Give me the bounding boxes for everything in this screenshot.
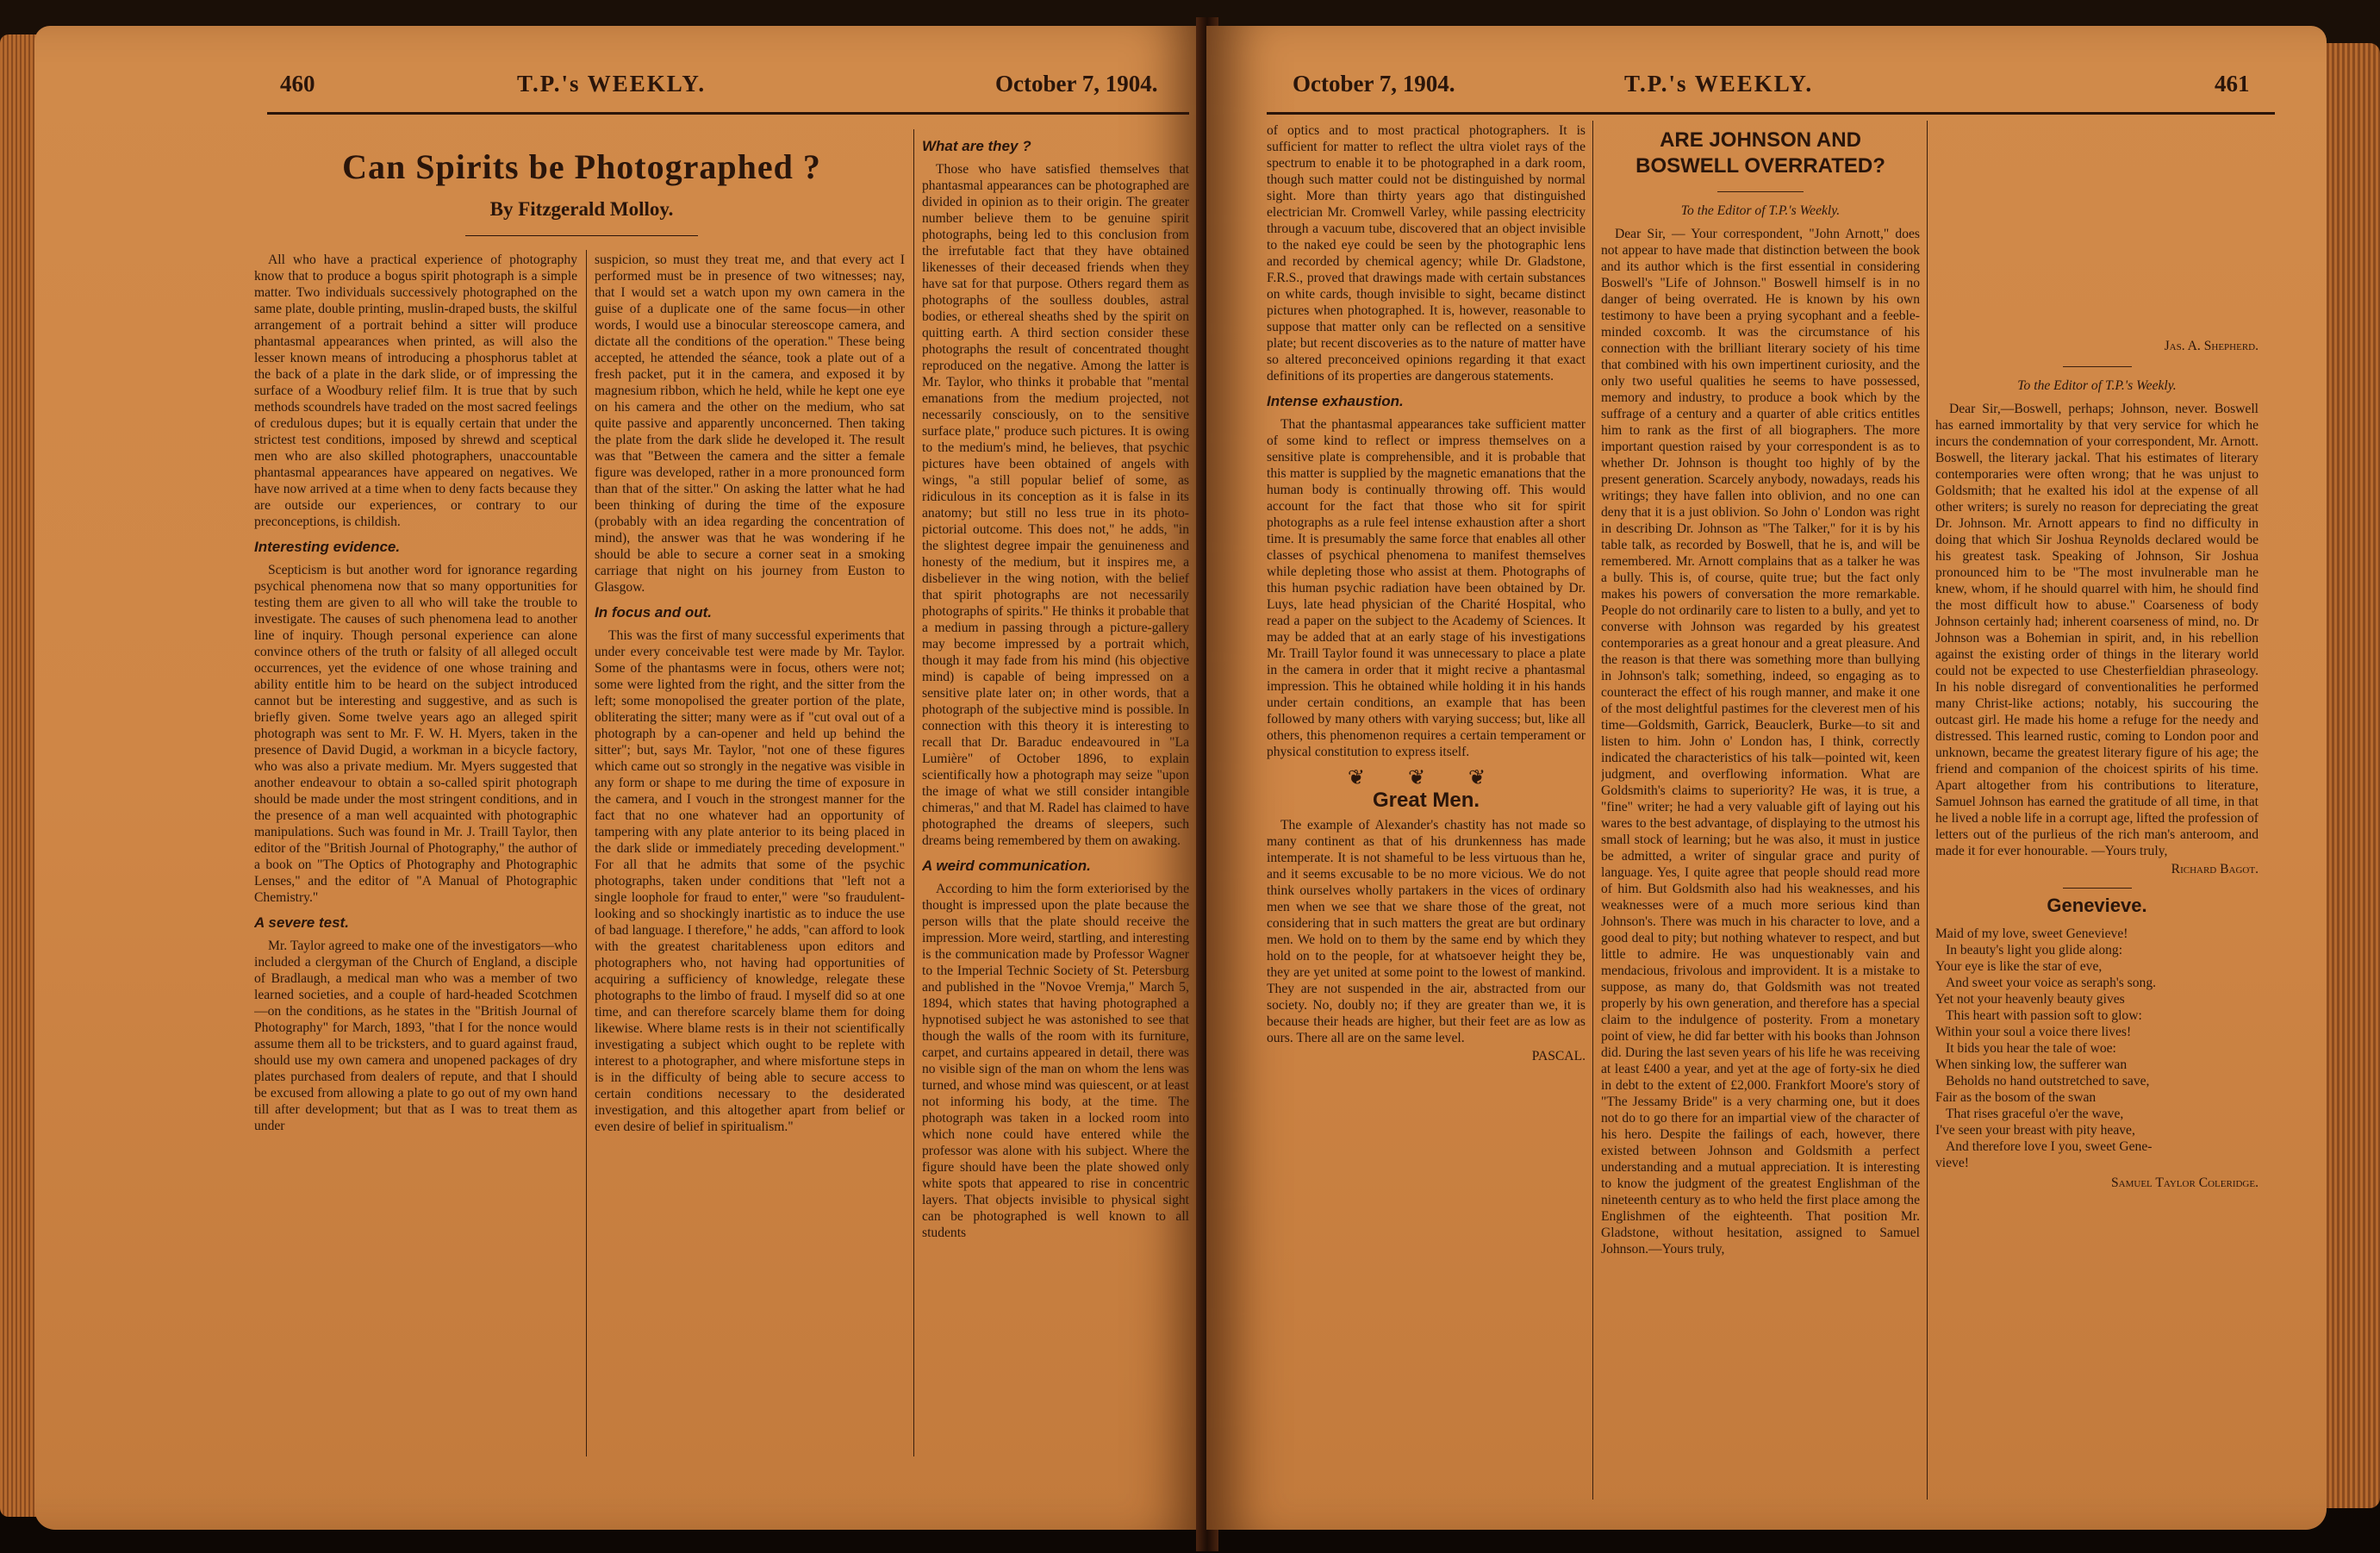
paragraph: According to him the form exteriorised by the thought is impressed upon the plate because the person wills that the plate should receive the impression. More weird, startling, and interesting is the communication made by Professor Wagner to the Imperial Technic Society of St. Petersburg and published in the "Novoe Vremja," March 5, 1894, which states that having photographed a hypnotised subject he was astonished to see that though the walls of the room with its furniture, carpet, and curtains appeared in detail, there was no visible sign of the man on whom the lens was turned, and whose mind was quiescent, or at least not informing his body, at the time. The photograph was taken in a locked room into which none could have entered while the professor was alone with his subject. Where the figure should have been the plate showed only white spots that appeared to rise in concentric layers. That objects invisible to physical sight can be photographed is well known to all students [922, 882, 1189, 1240]
issue-date: October 7, 1904. [1293, 71, 1455, 97]
article-column-1 [254, 252, 577, 1475]
poem-line: Fair as the bosom of the swan [1935, 1090, 2097, 1105]
page-number: 460 [280, 71, 315, 97]
section-heading: A severe test. [254, 914, 349, 931]
divider [2063, 888, 2132, 889]
column-rule [586, 250, 587, 1456]
header-rule [267, 112, 1189, 115]
title-rule [1717, 191, 1804, 192]
article-continuation-column [1267, 122, 1586, 1501]
letter-poem-column [1935, 122, 2259, 1501]
divider [2063, 366, 2132, 367]
poem-line: In beauty's light you glide along: [1946, 943, 2123, 957]
great-men-title: Great Men. [1372, 789, 1480, 812]
poem-stanza [1935, 926, 2259, 1171]
poem-line: Yet not your heavenly beauty gives [1935, 992, 2125, 1007]
article-byline: By Fitzgerald Molloy. [489, 198, 674, 220]
section-heading: Intense exhaustion. [1267, 393, 1404, 409]
issue-date: October 7, 1904. [995, 71, 1158, 97]
letter-address: To the Editor of T.P.'s Weekly. [2017, 378, 2177, 393]
paragraph: That the phantasmal appearances take sufficient matter of some kind to reflect or impress themselves on a sensitive plate is comprehensible, and it is probable that this matter is supplied by the magnetic emanations that the human body is continually throwing off. This would account for the fact that those who sit for spirit photographs as a rule feel intense exhaustion after a short time. It is presumably the same force that enables all other classes of psychical phenomena to manifest themselves while depleting those who assist at them. Photographs of this human psychic radiation have been obtained by Dr. Luys, late head physician of the Charité Hospital, who read a paper on the subject to the Academy of Sciences. It may be added that at an early stage of his investigations Mr. Traill Taylor found it was unnecessary to place a plate in the camera in order that it might recive a phantasmal impression. This he obtained while holding it in his hands under certain conditions, an example that has been followed by many others with varying success; but, like all others, this phenomenon requires a certain temperament or physical constitution to express itself. [1267, 417, 1586, 759]
section-heading: A weird communication. [922, 858, 1091, 874]
paragraph: Mr. Taylor agreed to make one of the investigators—who included a clergyman of the Church of England, a disciple of Bradlaugh, a medical man who was a member of two learned societies, and a couple of hard-headed Scotchmen —on the conditions, as he states in the "British Journal of Photography" for March, 1893, "that I for the nonce would assume them all to be tricksters, and to guard against fraud, should use my own camera and unopened packages of dry plates purchased from dealers of repute, and that I should be excused from allowing a plate to go out of my own hand till after development; but that as I was to treat them as under [254, 939, 577, 1133]
letter-address: To the Editor of T.P.'s Weekly. [1680, 203, 1841, 218]
poem-line: And sweet your voice as seraph's song. [1946, 976, 2157, 990]
section-heading: Interesting evidence. [254, 539, 401, 555]
article-title: Can Spirits be Photographed ? [342, 147, 821, 186]
column-rule [913, 129, 914, 1456]
title-rule [465, 235, 698, 236]
poem-line: I've seen your breast with pity heave, [1935, 1123, 2135, 1138]
poem-line: Within your soul a voice there lives! [1935, 1025, 2132, 1039]
paragraph: Dear Sir, — Your correspondent, "John Arnott," does not appear to have made that distinction between the book and its author which is the first essential in considering Boswell's "Life of Johnson." Boswell himself is in no danger of being overrated. He is known by his own testimony to have been a prying sycophant and a feeble-minded coxcomb. It was the circumstance of his connection with the brilliant literary society of his time that combined with his own impertinent curiosity, and the only two useful qualities he seems to have possessed, memory and industry, to produce a book which by the suffrage of a century and a quarter of able critics entitles him to rank as the first of all biographers. The more important question raised by your correspondent is as to whether Dr. Johnson is thought too highly of by the present generation. Scarcely anybody, nowadays, reads his writings; they have fallen into oblivion, and no one can deny that it is a just oblivion. So John o' London was right in describing Dr. Johnson as "The Talker," for it is by his table talk, as recorded by Boswell, that he is, and will be remembered. Mr. Arnott complains that as a talker he was a bully. This is, of course, quite true; but the fact only makes his powers of conversation the more remarkable. People do not ordinarily care to listen to a bully, and yet to converse with Johnson was regarded by his greatest contemporaries as a great honour and a great pleasure. And the reason is that there was something more than bullying in Johnson's talk; something, indeed, so engaging as to counteract the effect of his rough manner, and make it one of the most delightful pastimes for the cleverest men of his time—Goldsmith, Garrick, Beauclerk, Burke—to sit and listen to him. John o' London has, I think, correctly indicated the characteristics of his talk—pointed wit, keen judgment, and overflowing information. What are Goldsmith's claims to superiority? He was, it is true, a "fine" writer; he had a very valuable gift of laying out his wares to the best advantage, of displaying to the utmost his small stock of learning; but he was also, it must in justice be admitted, a writer of singular grace and purity of language. Yes, I quite agree that people should read more of him. But Goldsmith also had his weaknesses, and his weaknesses were of a much more serious kind than Johnson's. There was much in his character to love, and a good deal to pity; but nothing whatever to respect, and but little to admire. He was unquestionably vain and mendacious, frivolous and improvident. It is a mistake to suppose, as many do, that Goldsmith was not treated properly by his own generation, and therefore has a special claim to the indulgence of posterity. From a monetary point of view, he did far better with his books than Johnson did. During the last seven years of his life he was receiving at least £400 a year, and yet at the age of forty-six he died in debt to the extent of £2,000. Frankfort Moore's story of "The Jessamy Bride" is a very charming one, but it does not do to go there for an impartial view of the character of his hero. Despite the failings of each, however, there existed between Johnson and Goldsmith a perfect understanding and a mutual appreciation. It is interesting to know the judgment of the greatest Englishman of the nineteenth century as to who held the first place among the Englishmen of the eighteenth. That position Mr. Gladstone, without hesitation, assigned to Samuel Johnson.—Yours truly, [1601, 227, 1920, 1257]
paragraph: suspicion, so must they treat me, and that every act I performed must be in presence of two witnesses; nay, that I would set a watch upon my own camera in the guise of a duplicate one of the same focus—in other words, I would use a binocular stereoscope camera, and dictate all the conditions of the operation." These being accepted, he attended the séance, took a plate out of a fresh packet, put it in the camera, and exposed it by magnesium ribbon, which he held, while he kept one eye on his camera and the other on the medium, who sat quite passive and apparently unconcerned. Then taking the plate from the dark slide he developed it. The result was that "Between the camera and the sitter a female figure was developed, rather in a more pronounced form than that of the sitter." On asking the latter what he had been thinking of during the time of the exposure (probably with an idea regarding the concentration of mind), the answer was that he was wondering if he should be able to secure a corner seat in a smoking carriage that night on his journey from Euston to Glasgow. [595, 253, 905, 595]
poem-line: That rises graceful o'er the wave, [1946, 1107, 2124, 1121]
poem-line: vieve! [1935, 1156, 1969, 1170]
section-heading: What are they ? [922, 138, 1031, 154]
masthead: T.P.'s WEEKLY. [517, 71, 707, 97]
column-rule [1927, 121, 1928, 1500]
johnson-title: ARE JOHNSON AND BOSWELL OVERRATED? [1635, 128, 1885, 178]
right-page [1206, 26, 2327, 1530]
poem-line: It bids you hear the tale of woe: [1946, 1041, 2116, 1056]
great-men-author: PASCAL. [1531, 1049, 1586, 1063]
masthead: T.P.'s WEEKLY. [1624, 71, 1814, 97]
poem-author: Samuel Taylor Coleridge. [2111, 1176, 2259, 1190]
poem-title: Genevieve. [2047, 895, 2147, 916]
column-rule [1592, 121, 1593, 1500]
ornament-divider: ❦ ❦ ❦ [1347, 767, 1505, 789]
letter-signature: Richard Bagot. [2171, 862, 2259, 876]
page-number: 461 [2215, 71, 2250, 97]
article-column-2 [595, 252, 905, 1475]
paragraph: All who have a practical experience of photography know that to produce a bogus spirit photograph is a simple matter. Two individuals successively photographed on the same plate, double printing, muslin-draped busts, the skilful arrangement of a portrait behind a sitter will produce phantasmal appearances when printed, as will also the lesser known means of introducing a phosphorus tablet at the back of a plate in the dark slide, or of impressing the surface of a Woodbury relief film. It is true that by such methods scoundrels have traded on the most sacred feelings of credulous dupes; but it is equally certain that under the strictest test conditions, imposed by shrewd and sceptical men who are also skilled photographers, unaccountable phantasmal appearances have appeared on negatives. We have now arrived at a time when to deny facts because they are outside our experiences, or contrary to our preconceptions, is childish. [254, 253, 577, 529]
poem-line: Beholds no hand outstretched to save, [1946, 1074, 2150, 1088]
paragraph: The example of Alexander's chastity has not made so many continent as that of his drunkenness has made intemperate. It is not shameful to be less virtuous than he, and it seems excusable to be no more vicious. We do not think ourselves wholly partakers in the vices of ordinary men when we see that we share those of the great, not considering that in such matters the great are but ordinary men. We hold on to them by the same end by which they hold on to the people, for at whatsoever height they be, they are yet united at some point to the lowest of mankind. They are not suspended in the air, abstracted from our society. No, doubly no; if they are greater than we, it is because their heads are higher, but their feet are as low as ours. There all are on the same level. [1267, 818, 1586, 1045]
poem-line: This heart with passion soft to glow: [1946, 1008, 2142, 1023]
poem-line: And therefore love I you, sweet Gene- [1946, 1139, 2153, 1154]
poem-line: Your eye is like the star of eve, [1935, 959, 2103, 974]
left-page [34, 26, 1206, 1530]
header-rule [1267, 112, 2275, 115]
section-heading: In focus and out. [595, 604, 712, 621]
letter-column [1601, 122, 1920, 1501]
paragraph: This was the first of many successful experiments that under every conceivable test were made by Mr. Taylor. Some of the phantasms were in focus, others were not; some were lighted from the right, and the sitter from the left; some monopolised the greater portion of the plate, obliterating the sitter; many were as if "cut oval out of a photograph by a can-opener and held up behind the sitter"; but, says Mr. Taylor, "not one of these figures which came out so strongly in the negative was visible in any form or shape to me during the time of exposure in the camera, and I vouch in the strongest manner for the fact that no one whatever had an opportunity of tampering with any plate anterior to its being placed in the dark slide or immediately preceding development." For all that he admits that some of the psychic photographs, taken under conditions that "left not a single loophole for fraud to enter," were "so fraudulent-looking and so shockingly inartistic as to induce the use of bad language. I therefore," he adds, "can afford to look with the greatest charitableness upon editors and photographers who, not having had opportunities of acquiring a sufficiency of knowledge, relegate these photographs to the limbo of fraud. I myself did so at one time, and can therefore scarcely blame them for doing likewise. Where blame rests is in their not scientifically investigating a subject which ought to be replete with interest to a photographer, and where misfortune steps in is in the difficulty of being able to secure access to certain conditions necessary to the desiderated investigation, and this altogether apart from belief or even desire of belief in spiritualism." [595, 628, 905, 1134]
poem-line: Maid of my love, sweet Genevieve! [1935, 926, 2128, 941]
paragraph: Dear Sir,—Boswell, perhaps; Johnson, never. Boswell has earned immortality by that very service for which he incurs the condemnation of your correspondent, Mr. Arnott. Boswell, the literary jackal. That his estimates of literary contemporaries were often wrong; that he was unjust to Goldsmith; that he exalted his idol at the expense of all other writers; is surely no reason for depreciating the great Dr. Johnson. Mr. Arnott appears to find no difficulty in doing that which Sir Joshua Reynolds declared would be his greatest task. Speaking of Johnson, Sir Joshua pronounced him to be "The most invulnerable man he knew, whom, if he should quarrel with him, he should find the most difficult how to abuse." Coarseness of body Johnson certainly had; inherent coarseness of mind, no. Dr Johnson was a Bohemian in spirit, and, in his rebellion against the existing order of things in the literary world could not be expected to use Chesterfieldian phraseology. In his noble disregard of conventionalities he performed many Christ-like actions; notably, his succouring the outcast girl. He made his home a refuge for the needy and distressed. This learned rustic, coming to London poor and unknown, became the greatest literary figure of his age; the friend and companion of the choicest spirits of his time. Apart altogether from his contributions to literature, Samuel Johnson has earned the gratitude of all time, in that he lived a noble life in a corrupt age, lifted the profession of letters out of the purlieus of the rich man's anteroom, and made it for ever honourable. —Yours truly, [1935, 402, 2259, 858]
paragraph: of optics and to most practical photographers. It is sufficient for matter to reflect the ultra violet rays of the spectrum to enable it to be photographed in a dark room, though such matter could not be distinguished by normal sight. More than thirty years ago that distinguished electrician Mr. Cromwell Varley, while passing electricity through a vacuum tube, discovered that an object invisible to the naked eye could be seen by the photographic lens and recorded by chemical agency; while Dr. Gladstone, F.R.S., proved that drawings made with certain substances on white cards, though invisible to sight, became distinct pictures when photographed. It is, however, reasonable to suppose that matter only can be reflected on a sensitive plate; but recent discoveries as to the nature of matter have so altered preconceived opinions regarding it that exact definitions of its properties are dangerous statements. [1267, 123, 1586, 384]
paragraph: Those who have satisfied themselves that phantasmal appearances can be photographed are divided in opinion as to their origin. The greater number believe them to be genuine spirit photographs, being led to this conclusion from the irrefutable fact that they have obtained likenesses of their deceased friends when they have sat for that purpose. Others regard them as photographs of the soulless doubles, astral bodies, or ethereal sheaths shed by the spirit on quitting earth. A third section consider these photographs the result of concentrated thought reproduced on the negative. Among the latter is Mr. Taylor, who thinks it probable that "mental emanations from the medium projected, not necessarily consciously, on to the sensitive surface plate," produce such pictures. It is owing to the medium's mind, he believes, that psychic pictures have been obtained of angels with wings, "a still popular belief of some, as ridiculous in its conception as it is false in its anatomy; but still no less true in its photo-pictorial outcome. This does not," he adds, "in the slightest degree impair the genuineness and honesty of the medium, but it inspires me, a disbeliever in the wing notion, with the belief that spirit photographs are not necessarily photographs of spirits." He thinks it probable that a medium in passing through a picture-gallery may become impressed by a portrait which, though it may fade from his mind (his objective mind) is capable of being impressed on a sensitive plate later on; in other words, that a photograph of the subjective mind is possible. In connection with this theory it is interesting to recall that Dr. Baraduc endeavoured in "La Lumière" of October 1896, to explain scientifically how a photograph may seize "upon the image of what we still consider intangible chimeras," and that M. Radel has claimed to have photographed the dreams of sleepers, such dreams being remembered by them on awaking. [922, 162, 1189, 848]
article-column-3 [922, 138, 1189, 1482]
letter-signature: Jas. A. Shepherd. [2164, 339, 2259, 353]
paragraph: Scepticism is but another word for ignorance regarding psychical phenomena now that so many opportunities for testing them are given to all who will take the trouble to investigate. The causes of such phenomena lead to another line of inquiry. Though personal experience can alone convince others of the truth or falsity of all alleged occult occurrences, yet the evidence of one whose training and ability entitle him to be heard on the subject introduced cannot but be interesting and suggestive, and as such is briefly given. Some twelve years ago an alleged spirit photograph was sent to Mr. F. W. H. Myers, taken in the presence of David Dugid, a workman in a bicycle factory, who was also a private medium. Mr. Myers suggested that another endeavour to obtain a so-called spirit photograph should be made under the most stringent conditions, and in the presence of a man well acquainted with photographic manipulations. Such was found in Mr. J. Traill Taylor, then editor of the "British Journal of Photography," the author of a book on "The Optics of Photography and Photographic Lenses," and the editor of "A Manual of Photographic Chemistry." [254, 563, 577, 905]
poem-line: When sinking low, the sufferer wan [1935, 1057, 2128, 1072]
